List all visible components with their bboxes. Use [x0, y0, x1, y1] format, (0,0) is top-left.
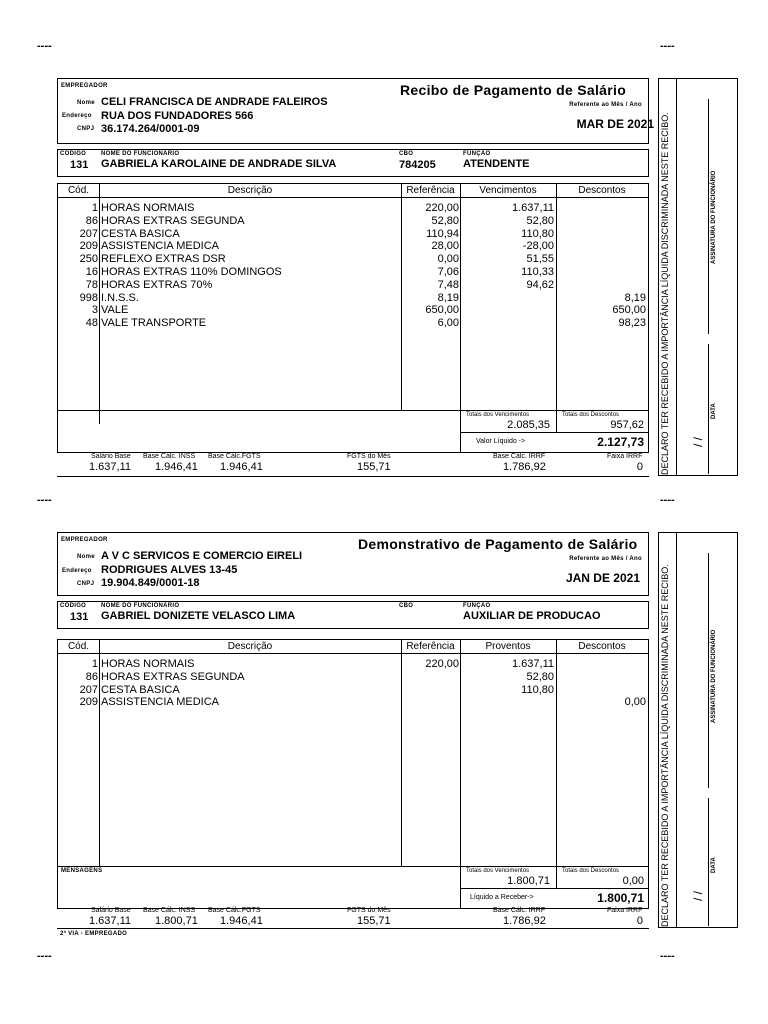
item-description: CESTA BASICA — [101, 227, 180, 240]
item-reference: 7,06 — [437, 266, 459, 278]
item-code: 207 — [79, 227, 98, 240]
employer-address: RUA DOS FUNDADORES 566 — [101, 110, 254, 122]
receipt-declaration: DECLARO TER RECEBIDO A IMPORTÂNCIA LÍQUIDA DISCRIMINADA NESTE RECIBO. — [660, 564, 670, 927]
receipt-side-box — [658, 78, 738, 476]
item-earning: 1.637,11 — [511, 658, 554, 670]
item-description: HORAS NORMAIS — [101, 202, 195, 214]
net-value: 1.800,71 — [597, 891, 644, 905]
employee-code: 131 — [70, 159, 89, 171]
item-reference: 28,00 — [431, 240, 459, 253]
item-description: REFLEXO EXTRAS DSR — [101, 253, 226, 266]
footer-bases — [57, 453, 649, 475]
item-description: HORAS EXTRAS 110% DOMINGOS — [101, 266, 282, 278]
cnpj-label: CNPJ — [77, 581, 95, 587]
table-row — [58, 215, 648, 228]
col-header-description: Descrição — [227, 185, 273, 196]
table-row — [58, 292, 648, 305]
item-earning: 94,62 — [526, 278, 554, 291]
code-label: CÓDIGO — [60, 603, 87, 609]
table-row — [58, 304, 648, 317]
document-title: Recibo de Pagamento de Salário — [400, 82, 627, 98]
employee-name: GABRIELA KAROLAINE DE ANDRADE SILVA — [101, 158, 337, 170]
separator-mark: ---- — [37, 950, 52, 962]
total-deductions: 0,00 — [622, 875, 644, 887]
reference-label: Referente ao Mês / Ano — [569, 556, 642, 562]
item-code: 1 — [91, 202, 98, 214]
base-salary-label: Salário Base — [91, 453, 131, 460]
employee-name-label: NOME DO FUNCIONÁRIO — [101, 603, 180, 609]
item-description: VALE TRANSPORTE — [101, 317, 207, 330]
receipt-side-box — [658, 532, 738, 928]
item-code: 86 — [85, 670, 98, 683]
cbo-value: 784205 — [399, 159, 436, 171]
inss-base: 1.946,41 — [155, 461, 198, 473]
reference-period: MAR DE 2021 — [576, 117, 654, 131]
base-salary: 1.637,11 — [89, 915, 132, 927]
col-header-earnings: Proventos — [485, 641, 531, 652]
item-reference: 650,00 — [425, 304, 459, 317]
col-header-code: Cód. — [67, 185, 90, 196]
inss-base: 1.800,71 — [155, 915, 198, 927]
col-header-reference: Referência — [406, 185, 455, 196]
item-deduction: 0,00 — [624, 696, 646, 709]
copy-note: 2ª VIA - EMPREGADO — [60, 931, 128, 937]
item-earning: 110,33 — [521, 266, 554, 278]
col-header-reference: Referência — [406, 641, 455, 652]
item-description: HORAS EXTRAS 70% — [101, 278, 213, 291]
function-label: FUNÇÃO — [463, 151, 491, 157]
employer-box — [57, 78, 654, 144]
total-deductions-label: Totais dos Descontos — [562, 412, 620, 418]
employee-name: GABRIEL DONIZETE VELASCO LIMA — [101, 610, 296, 622]
employer-label: EMPREGADOR — [61, 83, 108, 89]
item-earning: 110,80 — [521, 227, 554, 240]
item-description: CESTA BASICA — [101, 683, 180, 696]
function-value: AUXILIAR DE PRODUCAO — [463, 610, 601, 622]
irrf-bracket-label: Faixa IRRF — [607, 907, 643, 914]
total-earnings: 1.800,71 — [507, 875, 550, 887]
item-description: HORAS EXTRAS SEGUNDA — [101, 670, 245, 683]
item-earning: 52,80 — [526, 670, 554, 683]
separator-mark: ---- — [660, 950, 675, 962]
fgts-base-label: Base Cálc.FGTS — [208, 453, 261, 460]
cbo-label: CBO — [399, 151, 414, 157]
fgts-month: 155,71 — [357, 461, 391, 473]
cbo-label: CBO — [399, 603, 414, 609]
item-code: 209 — [79, 696, 98, 709]
separator-mark: ---- — [660, 40, 675, 52]
function-label: FUNÇÃO — [463, 603, 491, 609]
fgts-month: 155,71 — [357, 915, 391, 927]
item-description: ASSISTENCIA MEDICA — [101, 240, 219, 253]
address-label: Endereço — [62, 568, 92, 574]
date-slash: / / — [691, 436, 705, 447]
item-earning: 52,80 — [526, 214, 554, 227]
employer-name: CELI FRANCISCA DE ANDRADE FALEIROS — [101, 96, 328, 108]
total-earnings: 2.085,35 — [507, 419, 550, 431]
table-row — [58, 202, 648, 215]
table-row — [58, 658, 648, 671]
signature-label: ASSINATURA DO FUNCIONÁRIO — [711, 170, 717, 264]
employee-box — [57, 149, 649, 177]
item-code: 250 — [79, 253, 98, 266]
item-code: 998 — [79, 291, 98, 304]
items-table — [57, 639, 649, 909]
net-label: Líquido a Receber-> — [470, 894, 534, 901]
employer-label: EMPREGADOR — [61, 537, 108, 543]
item-description: ASSISTENCIA MEDICA — [101, 696, 219, 709]
item-reference: 52,80 — [431, 214, 459, 227]
payslip-2 — [57, 532, 738, 942]
item-code: 3 — [91, 304, 98, 317]
date-slash: / / — [691, 890, 705, 901]
item-code: 209 — [79, 240, 98, 253]
separator-mark: ---- — [37, 40, 52, 52]
col-header-code: Cód. — [67, 641, 90, 652]
col-header-deductions: Descontos — [578, 641, 626, 652]
employer-address: RODRIGUES ALVES 13-45 — [101, 564, 238, 576]
total-earnings-label: Totais dos Vencimentos — [466, 412, 530, 418]
table-row — [58, 253, 648, 266]
fgts-month-label: FGTS do Mês — [347, 907, 391, 914]
signature-label: ASSINATURA DO FUNCIONÁRIO — [711, 629, 717, 723]
irrf-base-label: Base Cálc. IRRF — [493, 453, 546, 460]
item-earning: 110,80 — [521, 683, 554, 696]
table-row — [58, 240, 648, 253]
base-salary: 1.637,11 — [89, 461, 132, 473]
item-reference: 110,94 — [426, 227, 459, 240]
inss-base-label: Base Cálc. INSS — [143, 453, 196, 460]
fgts-base: 1.946,41 — [220, 915, 263, 927]
payslip-1 — [57, 78, 738, 478]
base-salary-label: Salário Base — [91, 907, 131, 914]
item-deduction: 650,00 — [612, 304, 646, 317]
reference-label: Referente ao Mês / Ano — [569, 102, 642, 108]
function-value: ATENDENTE — [463, 158, 530, 170]
receipt-declaration: DECLARO TER RECEBIDO A IMPORTÂNCIA LÍQUIDA DISCRIMINADA NESTE RECIBO. — [660, 112, 670, 475]
total-earnings-label: Totais dos Vencimentos — [466, 868, 530, 874]
total-deductions: 957,62 — [610, 419, 644, 431]
irrf-bracket: 0 — [636, 915, 643, 927]
item-code: 207 — [79, 683, 98, 696]
messages-label: MENSAGENS — [61, 868, 103, 874]
item-code: 86 — [85, 214, 98, 227]
fgts-base-label: Base Cálc.FGTS — [208, 907, 261, 914]
employer-box — [57, 532, 649, 596]
fgts-month-label: FGTS do Mês — [347, 453, 391, 460]
item-reference: 6,00 — [437, 317, 459, 330]
irrf-base-label: Base Cálc. IRRF — [493, 907, 546, 914]
date-label: DATA — [711, 857, 717, 873]
col-header-earnings: Vencimentos — [479, 185, 537, 196]
inss-base-label: Base Cálc. INSS — [143, 907, 196, 914]
footer-bases — [57, 907, 649, 929]
separator-mark: ---- — [37, 494, 52, 506]
item-reference: 220,00 — [425, 658, 459, 670]
table-row — [58, 228, 648, 241]
table-row — [58, 684, 648, 697]
item-earning: 1.637,11 — [511, 202, 554, 214]
item-deduction: 8,19 — [624, 291, 646, 304]
item-description: HORAS NORMAIS — [101, 658, 195, 670]
code-label: CÓDIGO — [60, 151, 87, 157]
net-value: 2.127,73 — [597, 435, 644, 449]
employer-name: A V C SERVICOS E COMERCIO EIRELI — [101, 550, 303, 562]
col-header-description: Descrição — [227, 641, 273, 652]
item-reference: 220,00 — [425, 202, 459, 214]
name-label: Nome — [77, 100, 95, 106]
cnpj-label: CNPJ — [77, 126, 95, 132]
irrf-bracket: 0 — [636, 461, 643, 473]
employee-box — [57, 601, 649, 629]
item-deduction: 98,23 — [618, 317, 646, 330]
reference-period: JAN DE 2021 — [565, 571, 640, 585]
col-header-deductions: Descontos — [578, 185, 626, 196]
item-description: HORAS EXTRAS SEGUNDA — [101, 214, 245, 227]
item-code: 48 — [85, 317, 98, 330]
fgts-base: 1.946,41 — [220, 461, 263, 473]
employer-cnpj: 19.904.849/0001-18 — [101, 577, 200, 589]
item-code: 1 — [91, 658, 98, 670]
table-row — [58, 671, 648, 684]
item-earning: -28,00 — [522, 240, 554, 253]
table-row — [58, 279, 648, 292]
net-label: Valor Líquido -> — [476, 438, 526, 445]
irrf-base: 1.786,92 — [503, 461, 546, 473]
address-label: Endereço — [62, 113, 92, 119]
item-reference: 0,00 — [437, 253, 459, 266]
name-label: Nome — [77, 554, 95, 560]
employer-cnpj: 36.174.264/0001-09 — [101, 123, 200, 135]
item-code: 78 — [85, 278, 98, 291]
total-deductions-label: Totais dos Descontos — [562, 868, 620, 874]
item-code: 16 — [85, 266, 98, 278]
item-description: I.N.S.S. — [101, 291, 139, 304]
item-reference: 7,48 — [437, 278, 459, 291]
item-earning: 51,55 — [526, 253, 554, 266]
table-row — [58, 266, 648, 279]
date-label: DATA — [711, 403, 717, 419]
document-title: Demonstrativo de Pagamento de Salário — [358, 536, 638, 552]
employee-code: 131 — [70, 611, 89, 623]
table-row — [58, 317, 648, 330]
employee-name-label: NOME DO FUNCIONÁRIO — [101, 151, 180, 157]
item-reference: 8,19 — [437, 291, 459, 304]
separator-mark: ---- — [660, 494, 675, 506]
irrf-bracket-label: Faixa IRRF — [607, 453, 643, 460]
items-table — [57, 183, 649, 453]
table-row — [58, 696, 648, 709]
item-description: VALE — [101, 304, 129, 317]
irrf-base: 1.786,92 — [503, 915, 546, 927]
